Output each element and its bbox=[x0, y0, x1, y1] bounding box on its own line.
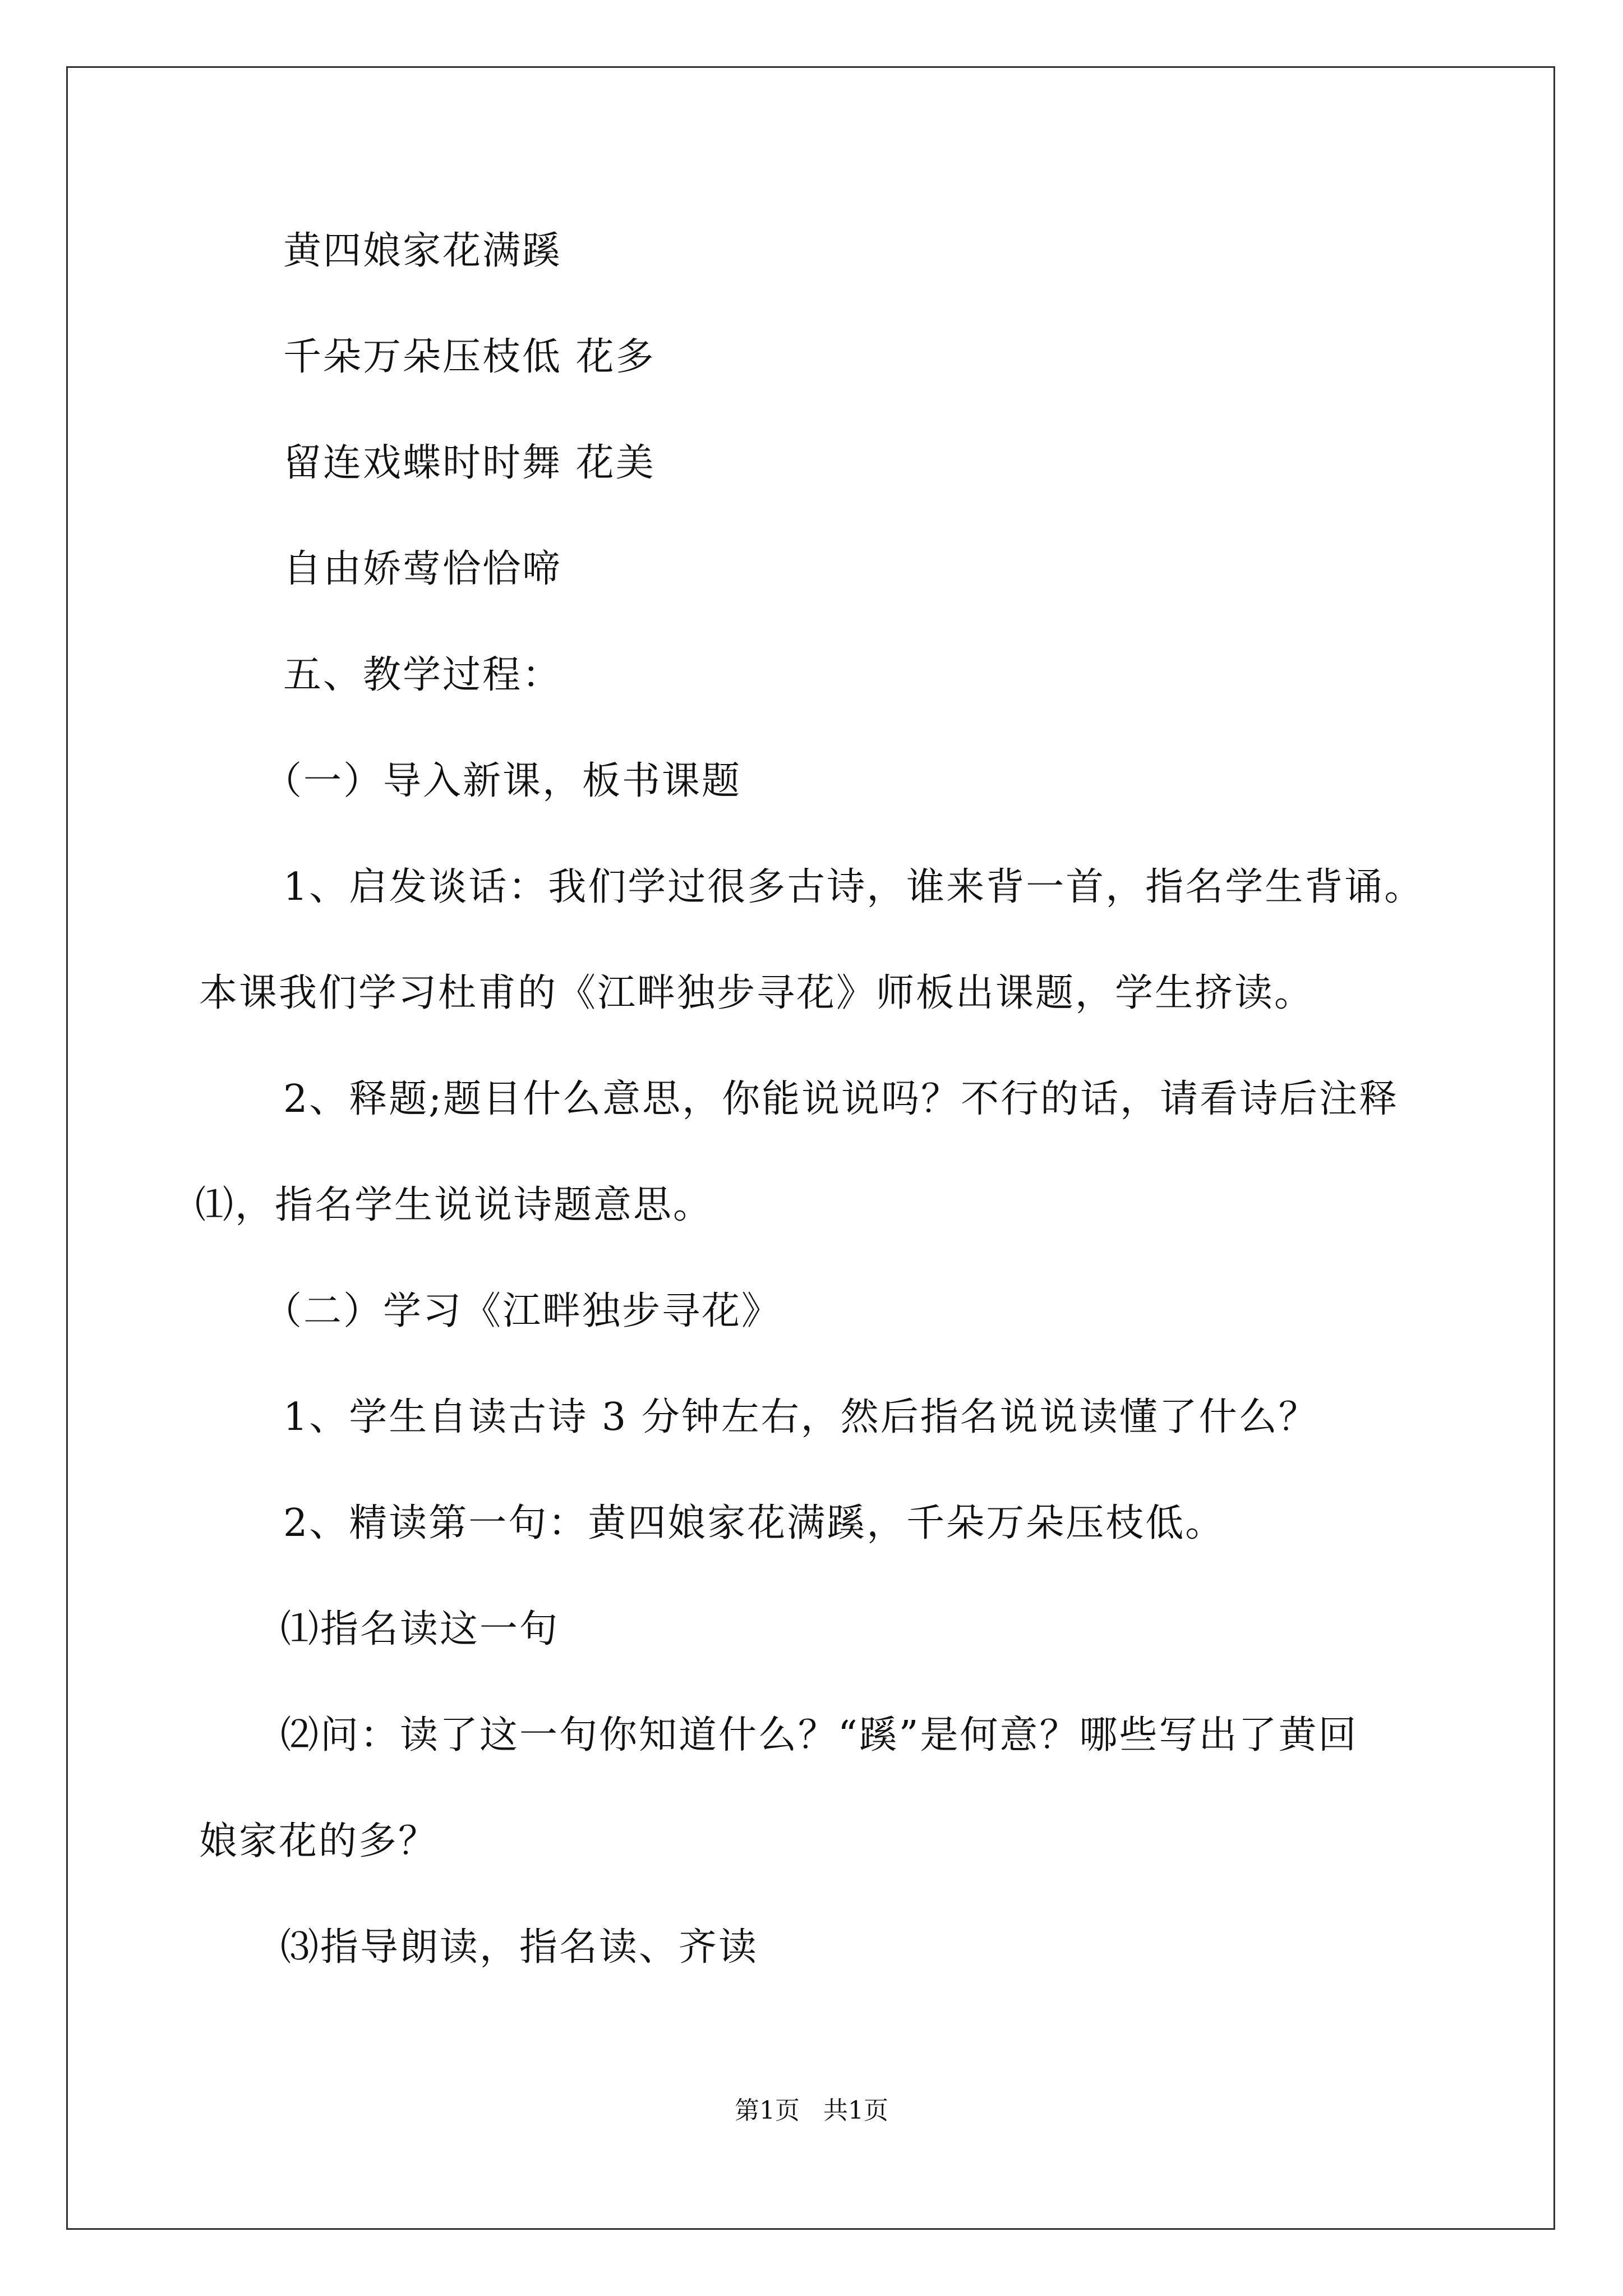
paragraph-line: 本课我们学习杜甫的《江畔独步寻花》师板出课题，学生挤读。 bbox=[199, 971, 1315, 1015]
paragraph-line: 娘家花的多？ bbox=[199, 1819, 439, 1864]
subheading-intro: （一）导入新课，板书课题 bbox=[264, 759, 742, 803]
poem-line-3: 留连戏蝶时时舞 花美 bbox=[283, 441, 656, 485]
paragraph-line: 1、启发谈话：我们学过很多古诗，谁来背一首，指名学生背诵。 bbox=[283, 865, 1424, 909]
paragraph-line: ⑶指导朗读，指名读、齐读 bbox=[280, 1925, 759, 1970]
subheading-study: （二）学习《江畔独步寻花》 bbox=[264, 1289, 782, 1333]
page-number-footer: 第1页 共1页 bbox=[735, 2096, 888, 2125]
paragraph-line: ⑴指名读这一句 bbox=[280, 1607, 560, 1651]
paragraph-line: 2、精读第一句：黄四娘家花满蹊，千朵万朵压枝低。 bbox=[283, 1501, 1225, 1545]
poem-line-2: 千朵万朵压枝低 花多 bbox=[283, 335, 656, 379]
paragraph-line: 1、学生自读古诗 3 分钟左右，然后指名说说读懂了什么？ bbox=[283, 1395, 1318, 1439]
poem-line-1: 黄四娘家花满蹊 bbox=[283, 229, 562, 273]
paragraph-line: ⑴，指名学生说说诗题意思。 bbox=[195, 1183, 713, 1227]
paragraph-line: 2、释题;题目什么意思，你能说说吗？不行的话，请看诗后注释 bbox=[283, 1077, 1399, 1121]
section-heading-teaching-process: 五、教学过程： bbox=[283, 653, 562, 697]
paragraph-line: ⑵问：读了这一句你知道什么？“蹊”是何意？哪些写出了黄回 bbox=[280, 1713, 1358, 1757]
poem-line-4: 自由娇莺恰恰啼 bbox=[283, 547, 562, 591]
